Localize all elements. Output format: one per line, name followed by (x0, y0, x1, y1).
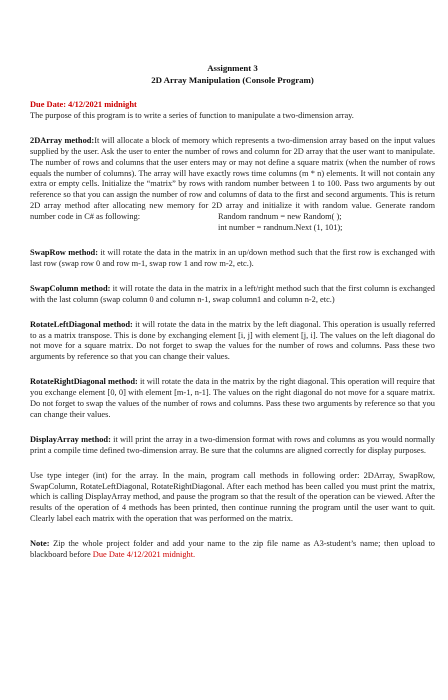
section-rotaterightdiagonal (30, 377, 435, 421)
section-2darray (30, 136, 435, 234)
note-end: . (193, 550, 196, 560)
section-heading: 2DArray method: (30, 135, 95, 145)
section-body: it will rotate the data in the matrix in a left/right method such that the first column is exchanged with the last column (swap column 0 and column n-1, swap column1 and column n-2, etc.) (30, 283, 435, 304)
section-body: it will rotate the data in the matrix in an up/down method such that the first row is exchanged with last row (swap row 0 and row m-1, swap row 1 and row m-2, etc.). (30, 247, 435, 268)
section-body: it will rotate the data in the matrix by the left diagonal. This operation is usually referred to as a matrix transpose. This is done by exchanging element [i, j] with element [j, i]. The values on the left diagonal do not move for a square matrix. Do not forget to swap the values for the number of rows and columns. Pass these two arguments by reference so that you can change their values. (30, 319, 436, 362)
assignment-subtitle: 2D Array Manipulation (Console Program) (151, 75, 314, 85)
note-body: Zip the whole project folder and add your name to the zip file name as A3-student’s name; then upload to blackboard before (30, 539, 435, 560)
usage-instructions: Use type integer (int) for the array. In the main, program call methods in following order: 2DArray, SwapRow, SwapColumn, RotateLeftDiagonal, RotateRightDiagonal. After each method has been called you must print the matrix, which is calling DisplayArray method, and pause the program so that the result of the operation can be viewed. After the results of the operation of 4 methods has been printed, then continue running the program until the user want to quit. Clearly label each matrix with the operation that was performed on the matrix. (30, 470, 435, 524)
section-displayarray (30, 435, 435, 457)
section-body: It will allocate a block of memory which represents a two-dimension array based on the input values supplied by the user. Ask the user to enter the number of rows and column for 2D array that the user want to manipulate. The number of rows and columns that the user enters may or may not define a square matrix (when the number of rows equals the number of columns). The array will have exactly rows time columns (m * n) elements. It will not contain any extra or empty cells. Initialize the “matrix” by rows with random number between 1 to 100. Pass two arguments by out reference so that you can assign the number of row and columns of data to the first and second arguments. This is return 2D array method after allocating new memory for 2D array and initialize it with random value. Generate random number code in C# as following: (30, 135, 435, 222)
section-rotateleftdiagonal (30, 320, 435, 364)
section-heading: RotateRightDiagonal method: (30, 377, 138, 387)
code-line-number: int number = randnum.Next (1, 101); (218, 223, 343, 233)
note-heading: Note: (30, 539, 50, 549)
code-line-random: Random randnum = new Random( ); (218, 212, 342, 222)
section-heading: SwapRow method: (30, 247, 98, 257)
purpose-text: The purpose of this program is to write a series of function to manipulate a two-dimension array. (30, 110, 354, 120)
section-heading: DisplayArray method: (30, 434, 111, 444)
submission-note (30, 539, 435, 561)
section-body: it will print the array in a two-dimension format with rows and columns as you would normally print a compile time defined two-dimension array. Be sure that the columns are aligned correctly for display purposes. (30, 434, 435, 455)
note-due-date: Due Date 4/12/2021 midnight (92, 550, 194, 560)
section-swaprow (30, 248, 435, 270)
section-body: it will rotate the data in the matrix by the right diagonal. This operation will require that you exchange element [0, 0] with element [m-1, n-1]. The values on the right diagonal do not move for a square matrix. Do not forget to swap the values of the number of rows and columns. Pass these two arguments by reference so that you can change their values. (30, 377, 435, 419)
section-swapcolumn (30, 284, 435, 306)
assignment-title: Assignment 3 (207, 63, 258, 73)
section-heading: SwapColumn method: (30, 283, 111, 293)
section-heading: RotateLeftDiagonal method: (30, 319, 133, 329)
due-date: Due Date: 4/12/2021 midnight (30, 100, 137, 109)
